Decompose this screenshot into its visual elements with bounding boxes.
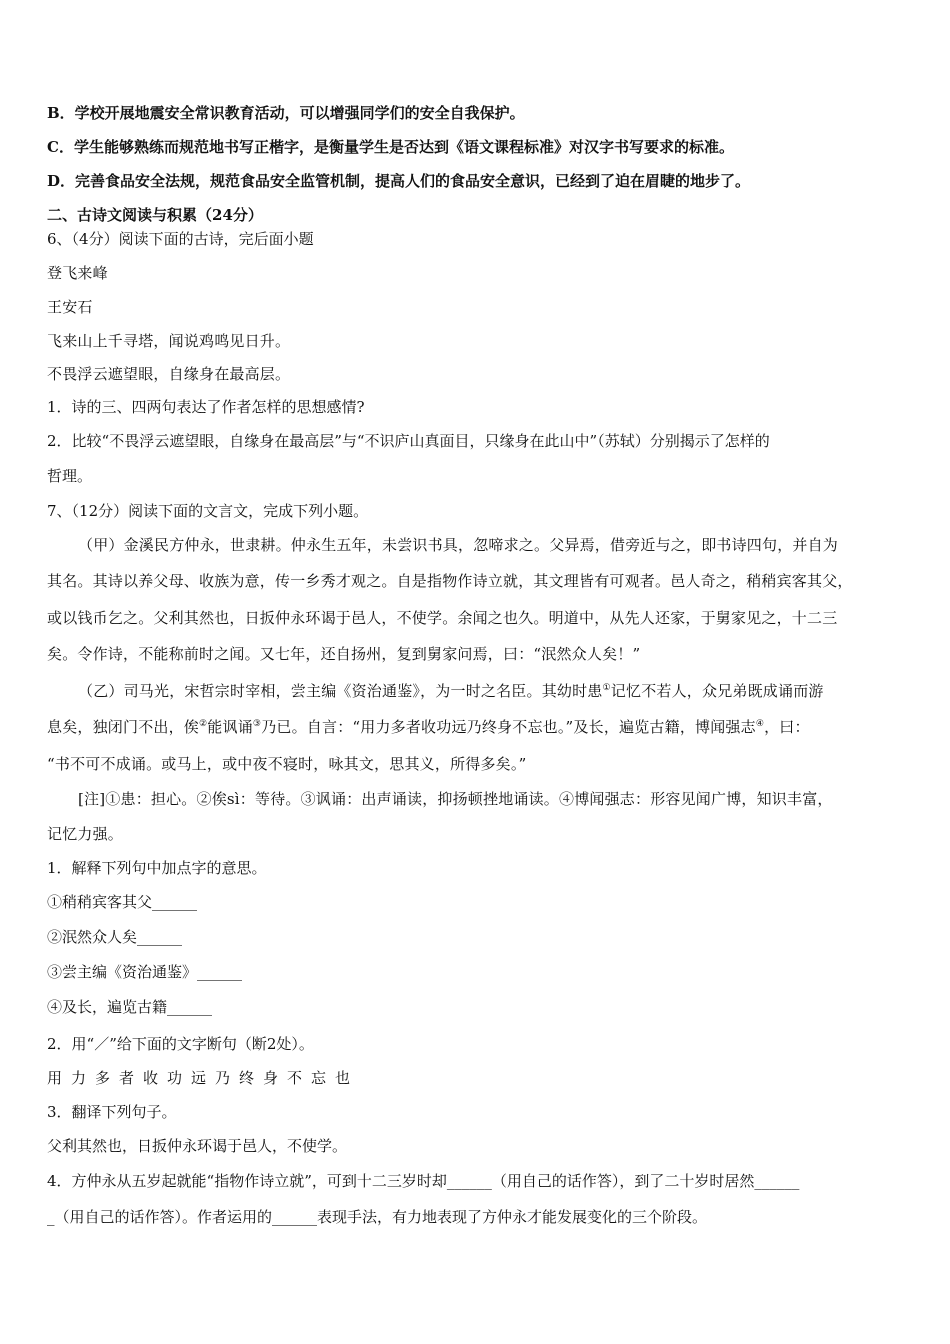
passage-jia-line: （甲）金溪民方仲永，世隶耕。仲永生五年，未尝识书具，忽啼求之。父异焉，借旁近与之，即书诗四句，并自为: [78, 536, 839, 554]
question-6-sub-1: 1．诗的三、四两句表达了作者怎样的思想感情?: [47, 398, 365, 416]
section-heading: 二、古诗文阅读与积累（24分）: [47, 206, 263, 224]
option-b: B．学校开展地震安全常识教育活动，可以增强同学们的安全自我保护。: [47, 104, 525, 122]
footnote-line: 记忆力强。: [47, 825, 124, 843]
question-6-stem: 6、（4分）阅读下面的古诗，完后面小题: [47, 230, 314, 248]
blank-item: ④及长，遍览古籍______: [47, 998, 213, 1016]
passage-yi-line: “书不可不成诵。或马上，或中夜不寝时，咏其文，思其义，所得多矣。”: [47, 755, 527, 773]
passage-yi-text: ，曰：: [764, 718, 810, 736]
question-7-sub-3: 3．翻译下列句子。: [47, 1103, 177, 1121]
footnote-mark: ②: [199, 719, 208, 729]
footnote-mark: ④: [755, 719, 765, 729]
footnote-line: [注]①患：担心。②俟sì：等待。③讽诵：出声诵读，抑扬顿挫地诵读。④博闻强志：形容见闻广博，知识丰富，: [78, 790, 833, 808]
question-7-sub-4: 4．方仲永从五岁起就能“指物作诗立就”，可到十二三岁时却______（用自己的话作答），到了二十岁时居然______: [47, 1172, 800, 1190]
passage-jia-line: 矣。令作诗，不能称前时之闻。又七年，还自扬州，复到舅家问焉，曰：“泯然众人矣！”: [47, 645, 641, 663]
poem-title: 登飞来峰: [47, 264, 108, 282]
punctuation-text: 用力多者收功远乃终身不忘也: [47, 1069, 360, 1087]
poem-author: 王安石: [47, 298, 93, 316]
option-d: D．完善食品安全法规，规范食品安全监管机制，提高人们的食品安全意识，已经到了迫在眉睫的地步了。: [47, 172, 751, 190]
question-7-sub-1: 1．解释下列句中加点字的意思。: [47, 859, 267, 877]
passage-yi-line: [47, 717, 810, 737]
blank-item: ①稍稍宾客其父______: [47, 893, 198, 911]
footnote-mark: ①: [602, 683, 611, 693]
footnote-mark: ③: [252, 719, 262, 729]
question-7-sub-4-cont: _（用自己的话作答）。作者运用的______表现手法，有力地表现了方仲永才能发展变化的三个阶段。: [47, 1208, 708, 1226]
blank-item: ②泯然众人矣______: [47, 928, 183, 946]
passage-yi-line: [78, 681, 824, 701]
question-6-sub-2-cont: 哲理。: [47, 467, 93, 485]
poem-line: 不畏浮云遮望眼，自缘身在最高层。: [47, 365, 291, 383]
option-c: C．学生能够熟练而规范地书写正楷字，是衡量学生是否达到《语文课程标准》对汉字书写要求的标准。: [47, 138, 734, 156]
passage-yi-text: 乃已。自言：“用力多者收功远乃终身不忘也。”及长，遍览古籍，博闻强志: [261, 718, 756, 736]
passage-yi-text: 记忆不若人，众兄弟既成诵而游: [610, 682, 824, 700]
poem-line: 飞来山上千寻塔，闻说鸡鸣见日升。: [47, 332, 291, 350]
passage-yi-text: 能讽诵: [207, 718, 253, 736]
question-7-stem: 7、（12分）阅读下面的文言文，完成下列小题。: [47, 502, 369, 520]
passage-yi-text: （乙）司马光，宋哲宗时宰相，尝主编《资治通鉴》，为一时之名臣。其幼时患: [78, 682, 603, 700]
translation-text: 父利其然也，日扳仲永环谒于邑人，不使学。: [47, 1137, 348, 1155]
blank-item: ③尝主编《资治通鉴》______: [47, 963, 243, 981]
passage-yi-text: 息矣，独闭门不出，俟: [47, 718, 200, 736]
question-7-sub-2: 2．用“／”给下面的文字断句（断2处）。: [47, 1035, 314, 1053]
passage-jia-line: 其名。其诗以养父母、收族为意，传一乡秀才观之。自是指物作诗立就，其文理皆有可观者。邑人奇之，稍稍宾客其父，: [47, 572, 853, 590]
passage-jia-line: 或以钱币乞之。父利其然也，日扳仲永环谒于邑人，不使学。余闻之也久。明道中，从先人还家，于舅家见之，十二三: [47, 609, 838, 627]
question-6-sub-2: 2．比较“不畏浮云遮望眼，自缘身在最高层”与“不识庐山真面目，只缘身在此山中”（苏轼）分别揭示了怎样的: [47, 432, 770, 450]
